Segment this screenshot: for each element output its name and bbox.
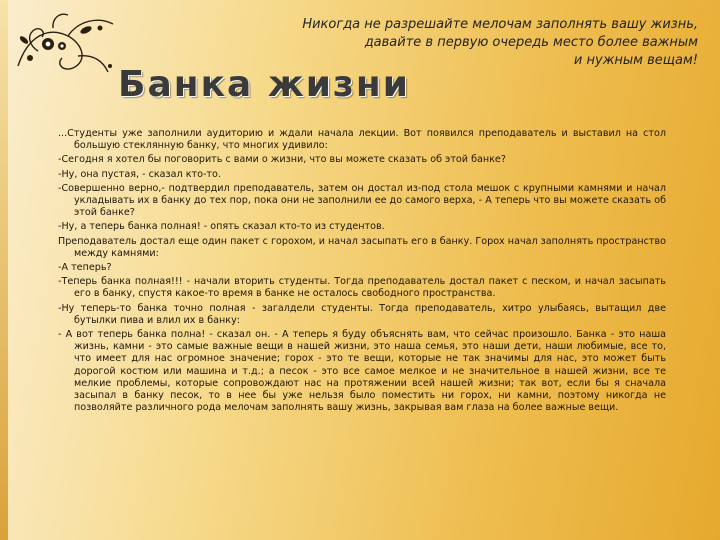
paragraph: - А вот теперь банка полна! - сказал он. - А теперь я буду объяснять вам, что сейчас произошло. Банка - это наша жизнь, камни - это самые важные вещи в нашей жизни, это наша семья, это наши дети, наши любимые, все то, что имеет для нас огромное значение; горох - это те вещи, которые не так значимы для нас, это может быть дорогой костюм или машина и т.д.; а песок - это все самое мелкое и не значительное в нашей жизни, все те мелкие проблемы, которые сопровождают нас на протяжении всей нашей жизни; так вот, если бы я сначала засыпал в банку песок, то в нее бы уже нельзя было поместить ни горох, ни камни, поэтому никогда не позволяйте различного рода мелочам заполнять вашу жизнь, закрывая вам глаза на более важные вещи. <box>58 329 666 414</box>
epigraph <box>218 16 698 70</box>
epigraph-line: Никогда не разрешайте мелочам заполнять вашу жизнь, <box>302 17 698 32</box>
left-accent-bar <box>0 0 8 540</box>
paragraph: -Ну, она пустая, - сказал кто-то. <box>58 168 221 180</box>
page-title: Банка жизни <box>118 64 410 105</box>
epigraph-line: давайте в первую очередь место более важным <box>364 35 698 50</box>
story-text <box>58 128 666 416</box>
paragraph: -А теперь? <box>58 262 112 274</box>
paragraph: ...Студенты уже заполнили аудиторию и ждали начала лекции. Вот появился преподаватель и выставил на стол большую стеклянную банку, что многих удивило: <box>58 128 666 152</box>
epigraph-line: и нужным вещам! <box>573 53 698 68</box>
paragraph: -Ну, а теперь банка полная! - опять сказал кто-то из студентов. <box>58 221 385 233</box>
paragraph: -Совершенно верно,- подтвердил преподаватель, затем он достал из-под стола мешок с крупными камнями и начал укладывать их в банку до тех пор, пока они не заполнили ее до самого верха, - А теперь что вы можете сказать об этой банке? <box>58 182 666 219</box>
floral-ornament-icon <box>8 6 128 86</box>
paragraph: -Сегодня я хотел бы поговорить с вами о жизни, что вы можете сказать об этой банке? <box>58 154 506 166</box>
paragraph: Преподаватель достал еще один пакет с горохом, и начал засыпать его в банку. Горох начал заполнять пространство между камнями: <box>58 235 666 259</box>
paragraph: -Теперь банка полная!!! - начали вторить студенты. Тогда преподаватель достал пакет с песком, и начал засыпать его в банку, спустя какое-то время в банке не осталось свободного пространства. <box>58 276 666 300</box>
paragraph: -Ну теперь-то банка точно полная - загалдели студенты. Тогда преподаватель, хитро улыбаясь, вытащил две бутылки пива и влил их в банку: <box>58 302 666 326</box>
